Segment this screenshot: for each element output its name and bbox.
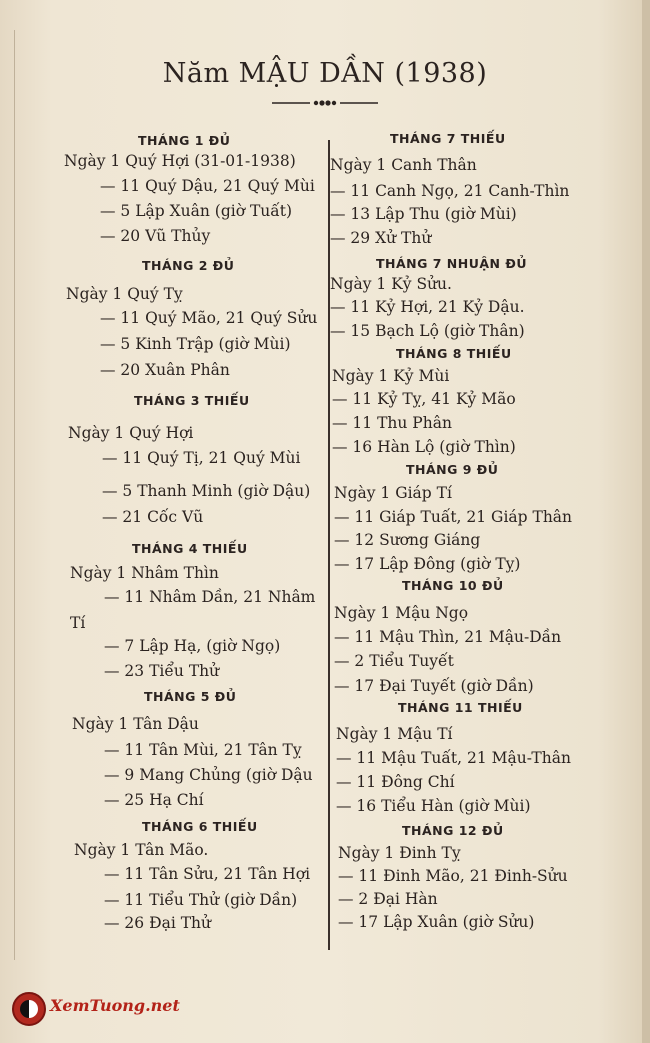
month-entry: — 16 Hàn Lộ (giờ Thìn) [332, 438, 516, 456]
month-entry: — 2 Đại Hàn [338, 890, 438, 908]
month-entry: — 13 Lập Thu (giờ Mùi) [330, 205, 517, 223]
month-entry: — 2 Tiểu Tuyết [334, 652, 454, 670]
month-entry: — 12 Sương Giáng [334, 531, 481, 549]
month-entry: — 5 Kinh Trập (giờ Mùi) [100, 335, 291, 353]
column-divider [328, 140, 330, 950]
month-entry: Ngày 1 Tân Dậu [72, 715, 199, 733]
month-entry: Ngày 1 Quý Hợi [68, 424, 194, 442]
month-header: THÁNG 7 THIẾU [390, 131, 506, 146]
month-entry: — 11 Quý Dậu, 21 Quý Mùi [100, 177, 315, 195]
month-entry: Ngày 1 Quý Hợi (31-01-1938) [64, 152, 296, 170]
month-header: THÁNG 12 ĐỦ [402, 823, 504, 838]
month-entry: — 17 Đại Tuyết (giờ Dần) [334, 677, 534, 695]
month-entry: Ngày 1 Tân Mão. [74, 841, 209, 859]
month-header: THÁNG 3 THIẾU [134, 393, 250, 408]
month-entry: — 15 Bạch Lộ (giờ Thân) [330, 322, 525, 340]
month-entry: — 26 Đại Thử [104, 914, 212, 932]
month-header: THÁNG 5 ĐỦ [144, 689, 237, 704]
month-header: THÁNG 9 ĐỦ [406, 462, 499, 477]
month-entry: — 16 Tiểu Hàn (giờ Mùi) [336, 797, 531, 815]
month-header: THÁNG 8 THIẾU [396, 346, 512, 361]
month-entry: — 11 Đông Chí [336, 773, 455, 791]
month-entry: — 11 Canh Ngọ, 21 Canh-Thìn [330, 182, 570, 200]
month-entry: Tí [70, 614, 86, 632]
month-entry: — 11 Tân Sửu, 21 Tân Hợi [104, 865, 311, 883]
month-entry: — 9 Mang Chủng (giờ Dậu [104, 766, 313, 784]
month-entry: — 11 Tiểu Thử (giờ Dần) [104, 891, 298, 909]
month-entry: — 17 Lập Đông (giờ Tỵ) [334, 555, 521, 573]
yin-yang-icon [12, 992, 46, 1026]
month-entry: — 11 Giáp Tuất, 21 Giáp Thân [334, 508, 573, 526]
site-logo[interactable] [8, 988, 188, 1028]
month-header: THÁNG 1 ĐỦ [138, 133, 231, 148]
month-entry: — 11 Quý Mão, 21 Quý Sửu [100, 309, 318, 327]
month-entry: — 5 Thanh Minh (giờ Dậu) [102, 482, 311, 500]
month-entry: Ngày 1 Giáp Tí [334, 484, 452, 502]
month-entry: Ngày 1 Mậu Tí [336, 725, 453, 743]
month-entry: — 11 Mậu Thìn, 21 Mậu-Dần [334, 628, 562, 646]
month-header: THÁNG 4 THIẾU [132, 541, 248, 556]
month-entry: Ngày 1 Quý Tỵ [66, 285, 183, 303]
month-entry: Ngày 1 Mậu Ngọ [334, 604, 469, 622]
month-entry: — 7 Lập Hạ, (giờ Ngọ) [104, 637, 281, 655]
page-title: Năm MẬU DẦN (1938) [162, 58, 488, 89]
month-entry: Ngày 1 Nhâm Thìn [70, 564, 219, 582]
month-header: THÁNG 2 ĐỦ [142, 258, 235, 273]
page-edge-line [14, 30, 15, 960]
month-entry: — 25 Hạ Chí [104, 791, 204, 809]
month-entry: — 11 Tân Mùi, 21 Tân Tỵ [104, 741, 302, 759]
month-entry: Ngày 1 Canh Thân [330, 156, 477, 174]
month-entry: — 11 Mậu Tuất, 21 Mậu-Thân [336, 749, 571, 767]
month-entry: Ngày 1 Đinh Tỵ [338, 844, 461, 862]
month-header: THÁNG 6 THIẾU [142, 819, 258, 834]
month-entry: — 11 Kỷ Hợi, 21 Kỷ Dậu. [330, 298, 525, 316]
month-entry: — 11 Kỷ Tỵ, 41 Kỷ Mão [332, 390, 516, 408]
month-entry: — 11 Quý Tị, 21 Quý Mùi [102, 449, 301, 467]
month-entry: — 23 Tiểu Thử [104, 662, 220, 680]
month-entry: Ngày 1 Kỷ Mùi [332, 367, 450, 385]
month-entry: — 5 Lập Xuân (giờ Tuất) [100, 202, 293, 220]
month-header: THÁNG 10 ĐỦ [402, 578, 504, 593]
watermark-text: XemTuong.net [50, 996, 180, 1015]
month-entry: — 20 Xuân Phân [100, 361, 230, 379]
month-entry: — 17 Lập Xuân (giờ Sửu) [338, 913, 535, 931]
ornament-divider [270, 96, 380, 110]
month-entry: — 11 Thu Phân [332, 414, 452, 432]
month-header: THÁNG 7 NHUẬN ĐỦ [376, 256, 527, 271]
month-entry: Ngày 1 Kỷ Sửu. [330, 275, 452, 293]
month-entry: — 20 Vũ Thủy [100, 227, 211, 245]
month-entry: — 29 Xử Thử [330, 229, 432, 247]
month-entry: — 11 Nhâm Dần, 21 Nhâm [104, 588, 316, 606]
month-header: THÁNG 11 THIẾU [398, 700, 523, 715]
page-shadow [642, 0, 650, 1043]
month-entry: — 21 Cốc Vũ [102, 508, 204, 526]
month-entry: — 11 Đinh Mão, 21 Đinh-Sửu [338, 867, 568, 885]
